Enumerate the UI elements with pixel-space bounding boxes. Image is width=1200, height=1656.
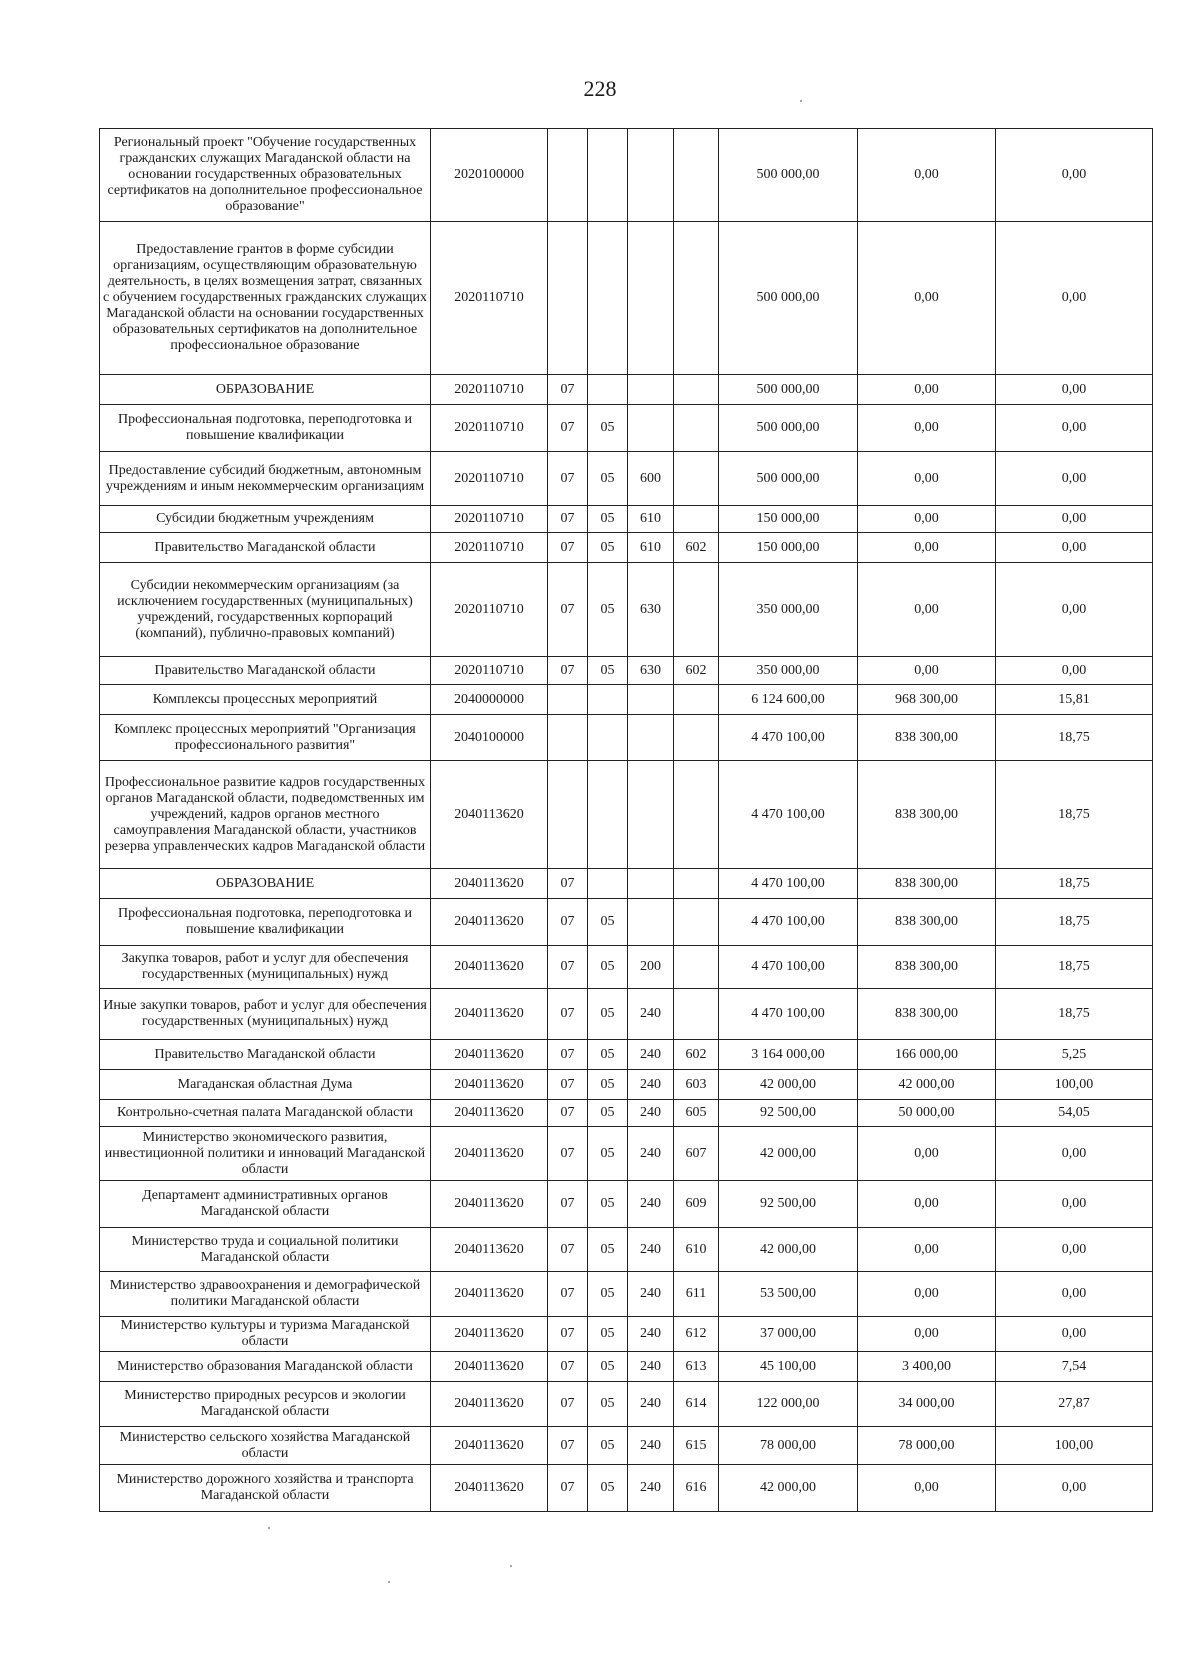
execution-percent: 0,00	[996, 563, 1153, 657]
admin-code: 610	[674, 1228, 719, 1272]
execution-percent: 27,87	[996, 1382, 1153, 1427]
table-row	[100, 685, 1153, 715]
expense-type-code	[628, 761, 674, 869]
admin-code	[674, 685, 719, 715]
table-row	[100, 1100, 1153, 1127]
planned-amount: 500 000,00	[719, 129, 858, 222]
planned-amount: 150 000,00	[719, 533, 858, 563]
actual-amount: 166 000,00	[858, 1040, 996, 1070]
admin-code	[674, 989, 719, 1040]
row-name: Министерство сельского хозяйства Магаданской области	[100, 1427, 431, 1465]
target-article-code: 2020100000	[431, 129, 548, 222]
table-row	[100, 657, 1153, 685]
actual-amount: 968 300,00	[858, 685, 996, 715]
target-article-code: 2020110710	[431, 657, 548, 685]
admin-code: 614	[674, 1382, 719, 1427]
target-article-code: 2040113620	[431, 1272, 548, 1317]
table-row	[100, 1465, 1153, 1512]
planned-amount: 500 000,00	[719, 452, 858, 506]
execution-percent: 0,00	[996, 129, 1153, 222]
row-name: Иные закупки товаров, работ и услуг для обеспечения государственных (муниципальных) нужд	[100, 989, 431, 1040]
planned-amount: 500 000,00	[719, 222, 858, 375]
subsection-code: 05	[588, 946, 628, 989]
planned-amount: 4 470 100,00	[719, 989, 858, 1040]
expense-type-code: 240	[628, 1040, 674, 1070]
planned-amount: 350 000,00	[719, 657, 858, 685]
section-code: 07	[548, 452, 588, 506]
planned-amount: 53 500,00	[719, 1272, 858, 1317]
expense-type-code: 240	[628, 1228, 674, 1272]
row-name: Департамент административных органов Магаданской области	[100, 1181, 431, 1228]
execution-percent: 0,00	[996, 533, 1153, 563]
table-row	[100, 761, 1153, 869]
section-code: 07	[548, 946, 588, 989]
expense-type-code	[628, 375, 674, 405]
planned-amount: 4 470 100,00	[719, 761, 858, 869]
target-article-code: 2040100000	[431, 715, 548, 761]
actual-amount: 0,00	[858, 533, 996, 563]
row-name: Субсидии некоммерческим организациям (за исключением государственных (муниципальных) учреждений, государственных корпораций (компаний), публично-правовых компаний)	[100, 563, 431, 657]
row-name: Министерство природных ресурсов и экологии Магаданской области	[100, 1382, 431, 1427]
actual-amount: 0,00	[858, 222, 996, 375]
section-code: 07	[548, 1127, 588, 1181]
row-name: Субсидии бюджетным учреждениям	[100, 506, 431, 533]
row-name: Комплексы процессных мероприятий	[100, 685, 431, 715]
expense-type-code: 240	[628, 1352, 674, 1382]
subsection-code: 05	[588, 899, 628, 946]
table-row	[100, 129, 1153, 222]
admin-code	[674, 946, 719, 989]
actual-amount: 838 300,00	[858, 989, 996, 1040]
expense-type-code: 240	[628, 1317, 674, 1352]
section-code: 07	[548, 1228, 588, 1272]
admin-code	[674, 899, 719, 946]
expense-type-code: 240	[628, 989, 674, 1040]
table-row	[100, 715, 1153, 761]
admin-code	[674, 563, 719, 657]
row-name: Министерство экономического развития, инвестиционной политики и инноваций Магаданской области	[100, 1127, 431, 1181]
actual-amount: 0,00	[858, 129, 996, 222]
row-name: ОБРАЗОВАНИЕ	[100, 869, 431, 899]
admin-code: 602	[674, 657, 719, 685]
planned-amount: 350 000,00	[719, 563, 858, 657]
table-row	[100, 946, 1153, 989]
actual-amount: 0,00	[858, 1317, 996, 1352]
admin-code	[674, 375, 719, 405]
actual-amount: 34 000,00	[858, 1382, 996, 1427]
planned-amount: 42 000,00	[719, 1070, 858, 1100]
target-article-code: 2040113620	[431, 1352, 548, 1382]
target-article-code: 2040113620	[431, 1228, 548, 1272]
execution-percent: 5,25	[996, 1040, 1153, 1070]
actual-amount: 838 300,00	[858, 946, 996, 989]
execution-percent: 0,00	[996, 657, 1153, 685]
subsection-code: 05	[588, 452, 628, 506]
actual-amount: 0,00	[858, 506, 996, 533]
planned-amount: 37 000,00	[719, 1317, 858, 1352]
execution-percent: 15,81	[996, 685, 1153, 715]
execution-percent: 0,00	[996, 1317, 1153, 1352]
expense-type-code: 240	[628, 1427, 674, 1465]
actual-amount: 838 300,00	[858, 715, 996, 761]
target-article-code: 2040113620	[431, 869, 548, 899]
actual-amount: 0,00	[858, 1272, 996, 1317]
table-body	[100, 129, 1153, 1512]
target-article-code: 2040113620	[431, 946, 548, 989]
admin-code: 607	[674, 1127, 719, 1181]
admin-code	[674, 222, 719, 375]
expense-type-code: 630	[628, 657, 674, 685]
subsection-code: 05	[588, 563, 628, 657]
table-row	[100, 1127, 1153, 1181]
admin-code: 602	[674, 533, 719, 563]
scan-speck	[268, 1527, 270, 1529]
expense-type-code: 240	[628, 1100, 674, 1127]
execution-percent: 0,00	[996, 375, 1153, 405]
planned-amount: 4 470 100,00	[719, 869, 858, 899]
execution-percent: 18,75	[996, 715, 1153, 761]
target-article-code: 2020110710	[431, 222, 548, 375]
section-code: 07	[548, 1427, 588, 1465]
target-article-code: 2040113620	[431, 1427, 548, 1465]
expense-type-code	[628, 405, 674, 452]
actual-amount: 50 000,00	[858, 1100, 996, 1127]
execution-percent: 18,75	[996, 946, 1153, 989]
table-row	[100, 1382, 1153, 1427]
admin-code: 616	[674, 1465, 719, 1512]
section-code: 07	[548, 1040, 588, 1070]
target-article-code: 2040113620	[431, 989, 548, 1040]
actual-amount: 78 000,00	[858, 1427, 996, 1465]
table-row	[100, 989, 1153, 1040]
page-number: 228	[583, 76, 617, 101]
admin-code: 609	[674, 1181, 719, 1228]
subsection-code: 05	[588, 1181, 628, 1228]
table-row	[100, 375, 1153, 405]
actual-amount: 838 300,00	[858, 899, 996, 946]
expense-type-code: 240	[628, 1465, 674, 1512]
execution-percent: 0,00	[996, 1465, 1153, 1512]
target-article-code: 2020110710	[431, 563, 548, 657]
subsection-code: 05	[588, 657, 628, 685]
section-code: 07	[548, 1100, 588, 1127]
row-name: Закупка товаров, работ и услуг для обеспечения государственных (муниципальных) нужд	[100, 946, 431, 989]
table-row	[100, 1427, 1153, 1465]
table-row	[100, 1317, 1153, 1352]
admin-code: 611	[674, 1272, 719, 1317]
execution-percent: 7,54	[996, 1352, 1153, 1382]
actual-amount: 0,00	[858, 1465, 996, 1512]
subsection-code: 05	[588, 506, 628, 533]
row-name: Профессиональная подготовка, переподготовка и повышение квалификации	[100, 899, 431, 946]
section-code: 07	[548, 869, 588, 899]
table-row	[100, 1040, 1153, 1070]
table-row	[100, 1228, 1153, 1272]
row-name: Профессиональное развитие кадров государственных органов Магаданской области, подведомственных им учреждений, кадров органов местного самоуправления Магаданской области, участников резерва управленческих кадров Магаданской области	[100, 761, 431, 869]
actual-amount: 0,00	[858, 405, 996, 452]
section-code	[548, 685, 588, 715]
scan-speck	[388, 1581, 390, 1583]
planned-amount: 4 470 100,00	[719, 899, 858, 946]
subsection-code: 05	[588, 405, 628, 452]
admin-code: 603	[674, 1070, 719, 1100]
subsection-code: 05	[588, 1382, 628, 1427]
target-article-code: 2020110710	[431, 375, 548, 405]
planned-amount: 4 470 100,00	[719, 715, 858, 761]
planned-amount: 4 470 100,00	[719, 946, 858, 989]
section-code: 07	[548, 1382, 588, 1427]
planned-amount: 500 000,00	[719, 405, 858, 452]
subsection-code	[588, 869, 628, 899]
execution-percent: 18,75	[996, 761, 1153, 869]
section-code: 07	[548, 989, 588, 1040]
planned-amount: 42 000,00	[719, 1127, 858, 1181]
row-name: Профессиональная подготовка, переподготовка и повышение квалификации	[100, 405, 431, 452]
section-code: 07	[548, 1465, 588, 1512]
table-row	[100, 452, 1153, 506]
row-name: Правительство Магаданской области	[100, 533, 431, 563]
target-article-code: 2040113620	[431, 1465, 548, 1512]
subsection-code	[588, 715, 628, 761]
execution-percent: 0,00	[996, 405, 1153, 452]
table-row	[100, 563, 1153, 657]
admin-code: 605	[674, 1100, 719, 1127]
execution-percent: 0,00	[996, 506, 1153, 533]
execution-percent: 100,00	[996, 1070, 1153, 1100]
section-code: 07	[548, 533, 588, 563]
row-name: Региональный проект "Обучение государственных гражданских служащих Магаданской области на основании государственных образовательных сертификатов на дополнительное профессиональное образование"	[100, 129, 431, 222]
actual-amount: 0,00	[858, 657, 996, 685]
row-name: Правительство Магаданской области	[100, 1040, 431, 1070]
section-code	[548, 761, 588, 869]
budget-table	[99, 128, 1153, 1512]
table-row	[100, 869, 1153, 899]
subsection-code: 05	[588, 1317, 628, 1352]
table-row	[100, 533, 1153, 563]
table-row	[100, 1070, 1153, 1100]
target-article-code: 2040000000	[431, 685, 548, 715]
subsection-code: 05	[588, 1228, 628, 1272]
subsection-code: 05	[588, 1352, 628, 1382]
target-article-code: 2040113620	[431, 1070, 548, 1100]
planned-amount: 122 000,00	[719, 1382, 858, 1427]
execution-percent: 100,00	[996, 1427, 1153, 1465]
expense-type-code: 240	[628, 1382, 674, 1427]
actual-amount: 0,00	[858, 1228, 996, 1272]
expense-type-code	[628, 685, 674, 715]
expense-type-code: 610	[628, 533, 674, 563]
planned-amount: 6 124 600,00	[719, 685, 858, 715]
row-name: Правительство Магаданской области	[100, 657, 431, 685]
row-name: Предоставление грантов в форме субсидии организациям, осуществляющим образовательную деятельность, в целях возмещения затрат, связанных с обучением государственных гражданских служащих Магаданской области на основании государственных образовательных сертификатов на дополнительное профессиональное образование	[100, 222, 431, 375]
execution-percent: 54,05	[996, 1100, 1153, 1127]
table-row	[100, 1352, 1153, 1382]
expense-type-code	[628, 129, 674, 222]
subsection-code: 05	[588, 533, 628, 563]
actual-amount: 0,00	[858, 1181, 996, 1228]
planned-amount: 92 500,00	[719, 1181, 858, 1228]
section-code: 07	[548, 1352, 588, 1382]
table-row	[100, 405, 1153, 452]
row-name: Комплекс процессных мероприятий "Организация профессионального развития"	[100, 715, 431, 761]
admin-code: 612	[674, 1317, 719, 1352]
admin-code	[674, 761, 719, 869]
subsection-code: 05	[588, 989, 628, 1040]
admin-code: 615	[674, 1427, 719, 1465]
planned-amount: 500 000,00	[719, 375, 858, 405]
actual-amount: 838 300,00	[858, 869, 996, 899]
expense-type-code: 610	[628, 506, 674, 533]
subsection-code: 05	[588, 1272, 628, 1317]
subsection-code: 05	[588, 1070, 628, 1100]
target-article-code: 2020110710	[431, 533, 548, 563]
target-article-code: 2040113620	[431, 1317, 548, 1352]
subsection-code: 05	[588, 1100, 628, 1127]
table-row	[100, 222, 1153, 375]
execution-percent: 18,75	[996, 899, 1153, 946]
row-name: Магаданская областная Дума	[100, 1070, 431, 1100]
section-code: 07	[548, 375, 588, 405]
row-name: Министерство образования Магаданской области	[100, 1352, 431, 1382]
section-code	[548, 129, 588, 222]
section-code: 07	[548, 657, 588, 685]
subsection-code	[588, 129, 628, 222]
scan-speck	[510, 1565, 512, 1567]
admin-code	[674, 405, 719, 452]
expense-type-code: 600	[628, 452, 674, 506]
subsection-code	[588, 685, 628, 715]
section-code	[548, 222, 588, 375]
expense-type-code: 630	[628, 563, 674, 657]
actual-amount: 3 400,00	[858, 1352, 996, 1382]
table-row	[100, 1272, 1153, 1317]
admin-code	[674, 715, 719, 761]
execution-percent: 0,00	[996, 1228, 1153, 1272]
target-article-code: 2040113620	[431, 1181, 548, 1228]
admin-code: 602	[674, 1040, 719, 1070]
actual-amount: 0,00	[858, 452, 996, 506]
row-name: Министерство труда и социальной политики Магаданской области	[100, 1228, 431, 1272]
subsection-code	[588, 375, 628, 405]
expense-type-code: 200	[628, 946, 674, 989]
planned-amount: 45 100,00	[719, 1352, 858, 1382]
target-article-code: 2020110710	[431, 452, 548, 506]
planned-amount: 92 500,00	[719, 1100, 858, 1127]
execution-percent: 0,00	[996, 452, 1153, 506]
target-article-code: 2040113620	[431, 899, 548, 946]
target-article-code: 2040113620	[431, 761, 548, 869]
planned-amount: 78 000,00	[719, 1427, 858, 1465]
row-name: Министерство культуры и туризма Магаданской области	[100, 1317, 431, 1352]
subsection-code: 05	[588, 1040, 628, 1070]
execution-percent: 0,00	[996, 1272, 1153, 1317]
expense-type-code: 240	[628, 1127, 674, 1181]
planned-amount: 150 000,00	[719, 506, 858, 533]
expense-type-code	[628, 222, 674, 375]
execution-percent: 0,00	[996, 1127, 1153, 1181]
row-name: Министерство дорожного хозяйства и транспорта Магаданской области	[100, 1465, 431, 1512]
actual-amount: 0,00	[858, 375, 996, 405]
subsection-code	[588, 761, 628, 869]
section-code: 07	[548, 1181, 588, 1228]
row-name: Министерство здравоохранения и демографической политики Магаданской области	[100, 1272, 431, 1317]
expense-type-code: 240	[628, 1272, 674, 1317]
execution-percent: 18,75	[996, 989, 1153, 1040]
target-article-code: 2040113620	[431, 1382, 548, 1427]
section-code: 07	[548, 506, 588, 533]
expense-type-code: 240	[628, 1181, 674, 1228]
section-code	[548, 715, 588, 761]
expense-type-code	[628, 715, 674, 761]
execution-percent: 0,00	[996, 222, 1153, 375]
admin-code	[674, 452, 719, 506]
actual-amount: 42 000,00	[858, 1070, 996, 1100]
expense-type-code	[628, 899, 674, 946]
subsection-code: 05	[588, 1427, 628, 1465]
row-name: Контрольно-счетная палата Магаданской области	[100, 1100, 431, 1127]
expense-type-code: 240	[628, 1070, 674, 1100]
row-name: ОБРАЗОВАНИЕ	[100, 375, 431, 405]
actual-amount: 0,00	[858, 563, 996, 657]
table-row	[100, 899, 1153, 946]
section-code: 07	[548, 899, 588, 946]
target-article-code: 2040113620	[431, 1127, 548, 1181]
target-article-code: 2040113620	[431, 1040, 548, 1070]
actual-amount: 838 300,00	[858, 761, 996, 869]
admin-code	[674, 129, 719, 222]
section-code: 07	[548, 1070, 588, 1100]
planned-amount: 42 000,00	[719, 1465, 858, 1512]
section-code: 07	[548, 1272, 588, 1317]
target-article-code: 2020110710	[431, 506, 548, 533]
subsection-code: 05	[588, 1465, 628, 1512]
admin-code: 613	[674, 1352, 719, 1382]
target-article-code: 2040113620	[431, 1100, 548, 1127]
expense-type-code	[628, 869, 674, 899]
execution-percent: 0,00	[996, 1181, 1153, 1228]
table-row	[100, 506, 1153, 533]
admin-code	[674, 506, 719, 533]
table-row	[100, 1181, 1153, 1228]
section-code: 07	[548, 563, 588, 657]
scan-speck	[800, 100, 802, 102]
row-name: Предоставление субсидий бюджетным, автономным учреждениям и иным некоммерческим организациям	[100, 452, 431, 506]
section-code: 07	[548, 1317, 588, 1352]
execution-percent: 18,75	[996, 869, 1153, 899]
actual-amount: 0,00	[858, 1127, 996, 1181]
admin-code	[674, 869, 719, 899]
section-code: 07	[548, 405, 588, 452]
subsection-code: 05	[588, 1127, 628, 1181]
planned-amount: 3 164 000,00	[719, 1040, 858, 1070]
target-article-code: 2020110710	[431, 405, 548, 452]
subsection-code	[588, 222, 628, 375]
planned-amount: 42 000,00	[719, 1228, 858, 1272]
